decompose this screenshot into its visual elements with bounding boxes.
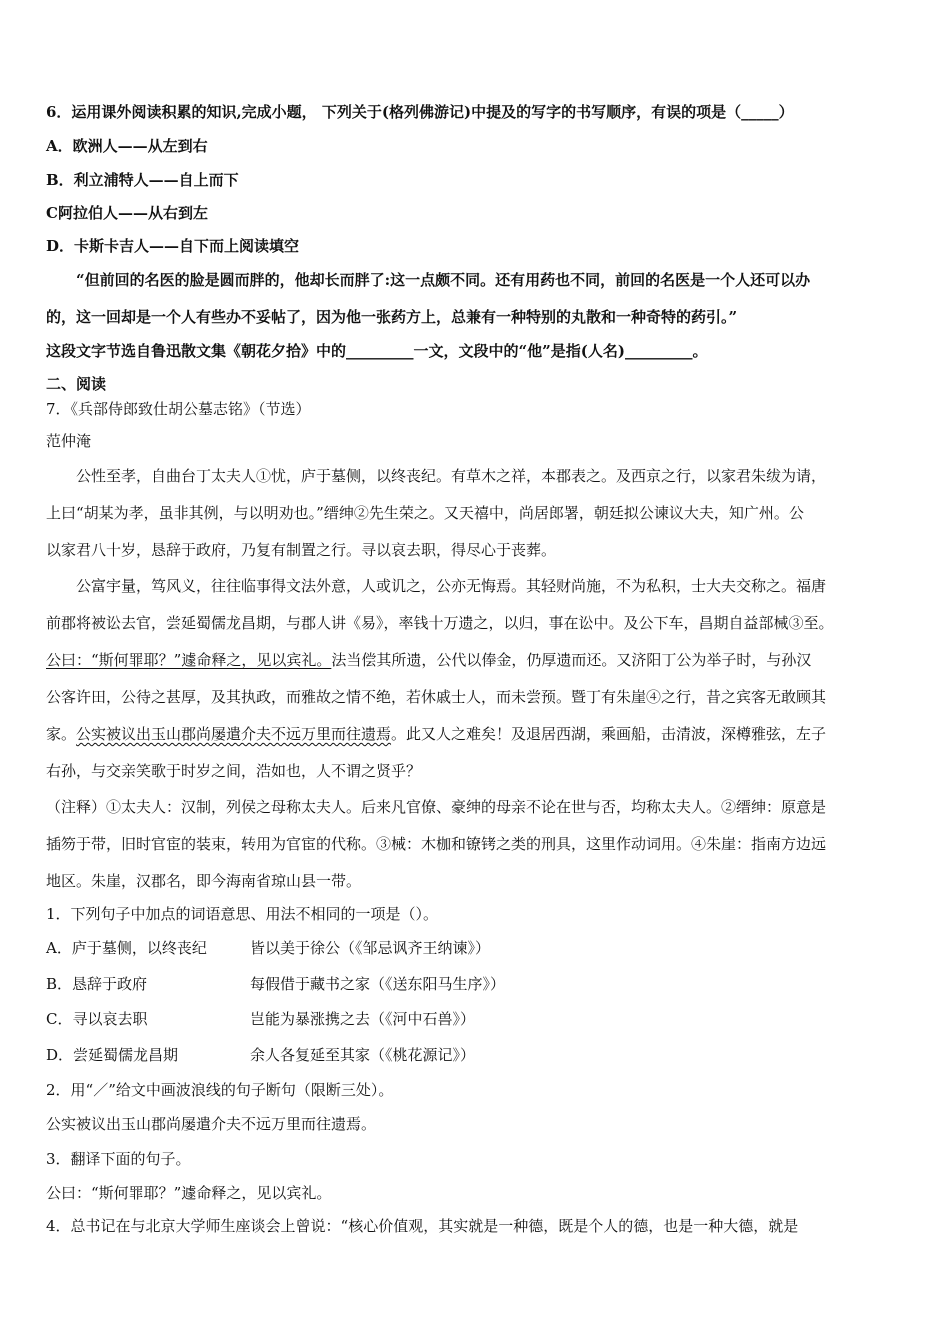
wavy-underlined-sentence: 公实被议出玉山郡尚屡遣介夫不远万里而往遗焉: [76, 725, 392, 743]
sub1-option-b: B．恳辞于政府: [46, 975, 148, 993]
sub1-option-d: D．尝延蜀儒龙昌期: [46, 1046, 179, 1064]
passage-p1-line: 上曰“胡某为孝，虽非其例，与以明劝也。”缙绅②先生荣之。又天禧中，尚居郎署，朝廷拟公谏议大夫，知广州。公: [46, 504, 804, 522]
q6-stem: 6．运用课外阅读积累的知识,完成小题， 下列关于(格列佛游记)中提及的写字的书写顺序，有误的项是（_____）: [46, 103, 794, 121]
sub1-option-b-compare: 每假借于藏书之家（《送东阳马生序》）: [250, 975, 506, 993]
sub-question-4: 4．总书记在与北京大学师生座谈会上曾说：“核心价值观，其实就是一种德，既是个人的德，也是一种大德，就是: [46, 1217, 799, 1235]
passage-p2-line: 公富宇量，笃风义，往往临事得文法外意，人或讥之，公亦无悔焉。其轻财尚施，不为私积，士大夫交称之。福唐: [76, 577, 827, 595]
annotation-line: 插笏于带，旧时官宦的装束，转用为官宦的代称。③械：木枷和镣铐之类的刑具，这里作动词用。④朱崖：指南方边远: [46, 835, 827, 853]
author-name: 范仲淹: [46, 432, 92, 450]
quote-line-2: 的，这一回却是一个人有些办不妥帖了，因为他一张药方上，总兼有一种特别的丸散和一种奇特的药引。”: [46, 308, 738, 326]
annotation-line: （注释）①太夫人：汉制，列侯之母称太夫人。后来凡官僚、豪绅的母亲不论在世与否，均称太夫人。②缙绅：原意是: [46, 798, 827, 816]
q6-option-a: A．欧洲人——从左到右: [46, 137, 208, 155]
sub-question-3: 3．翻译下面的句子。: [46, 1150, 191, 1168]
sub1-option-d-compare: 余人各复延至其家（《桃花源记》）: [250, 1046, 476, 1064]
q6-option-c: C阿拉伯人——从右到左: [46, 204, 208, 222]
quote-line-1: “但前回的名医的脸是圆而胖的，他却长而胖了:这一点颇不同。还有用药也不同，前回的名医是一个人还可以办: [76, 271, 811, 289]
fill-blank-question: 这段文字节选自鲁迅散文集《朝花夕拾》中的_________一文，文段中的“他”是指(人名)_________。: [46, 342, 708, 360]
sub1-option-a: A．庐于墓侧，以终丧纪: [46, 939, 207, 957]
passage-p1-line: 以家君八十岁，恳辞于政府，乃复有制置之行。寻以哀去职，得尽心于丧葬。: [46, 541, 557, 559]
passage-p2-line: 右孙，与交亲笑歌于时岁之间，浩如也，人不谓之贤乎？: [46, 762, 422, 780]
passage-p2-line: 前郡将被讼去官，尝延蜀儒龙昌期，与郡人讲《易》，率钱十万遗之，以归，事在讼中。及公下车，昌期自益部械③至。: [46, 614, 834, 632]
annotation-line: 地区。朱崖，汉郡名，即今海南省琼山县一带。: [46, 872, 362, 890]
passage-p2-line: [46, 724, 826, 744]
sub-question-1: 1．下列句子中加点的词语意思、用法不相同的一项是（）。: [46, 905, 439, 923]
q6-option-b: B．利立浦特人——自上而下: [46, 171, 239, 189]
sub1-option-c-compare: 岂能为暴涨携之去（《河中石兽》）: [250, 1010, 476, 1028]
passage-text: 法当偿其所遗，公代以俸金，仍厚遗而还。又济阳丁公为举子时，与孙汉: [331, 651, 812, 669]
passage-p1-line: 公性至孝，自曲台丁太夫人①忧，庐于墓侧，以终丧纪。有草木之祥，本郡表之。及西京之行，以家君朱绂为请，: [76, 467, 827, 485]
passage-p2-line: [46, 650, 811, 670]
section-heading: 二、阅读: [46, 375, 107, 393]
passage-text: 。此又人之难矣！及退居西湖，乘画船，击清波，深樽雅弦，左子: [391, 725, 827, 743]
passage-text: 家。: [46, 725, 77, 743]
passage-p2-line: 公客许田，公待之甚厚，及其执政，而雅故之情不绝，若休戚士人，而未尝预。暨丁有朱崖④之行，昔之宾客无敢顾其: [46, 688, 827, 706]
sub1-option-c: C．寻以哀去职: [46, 1010, 148, 1028]
underlined-sentence: 公曰：“斯何罪耶？”遽命释之，见以宾礼。: [46, 651, 332, 669]
sub-question-2: 2．用“／”给文中画波浪线的句子断句（限断三处）。: [46, 1081, 394, 1099]
sub3-sentence: 公曰：“斯何罪耶？”遽命释之，见以宾礼。: [46, 1184, 332, 1202]
sub2-sentence: 公实被议出玉山郡尚屡遣介夫不远万里而往遗焉。: [46, 1115, 377, 1133]
q6-option-d: D．卡斯卡吉人——自下而上阅读填空: [46, 237, 300, 255]
sub1-option-a-compare: 皆以美于徐公（《邹忌讽齐王纳谏》）: [250, 939, 491, 957]
q7-title: 7．《兵部侍郎致仕胡公墓志铭》（节选）: [46, 400, 311, 418]
